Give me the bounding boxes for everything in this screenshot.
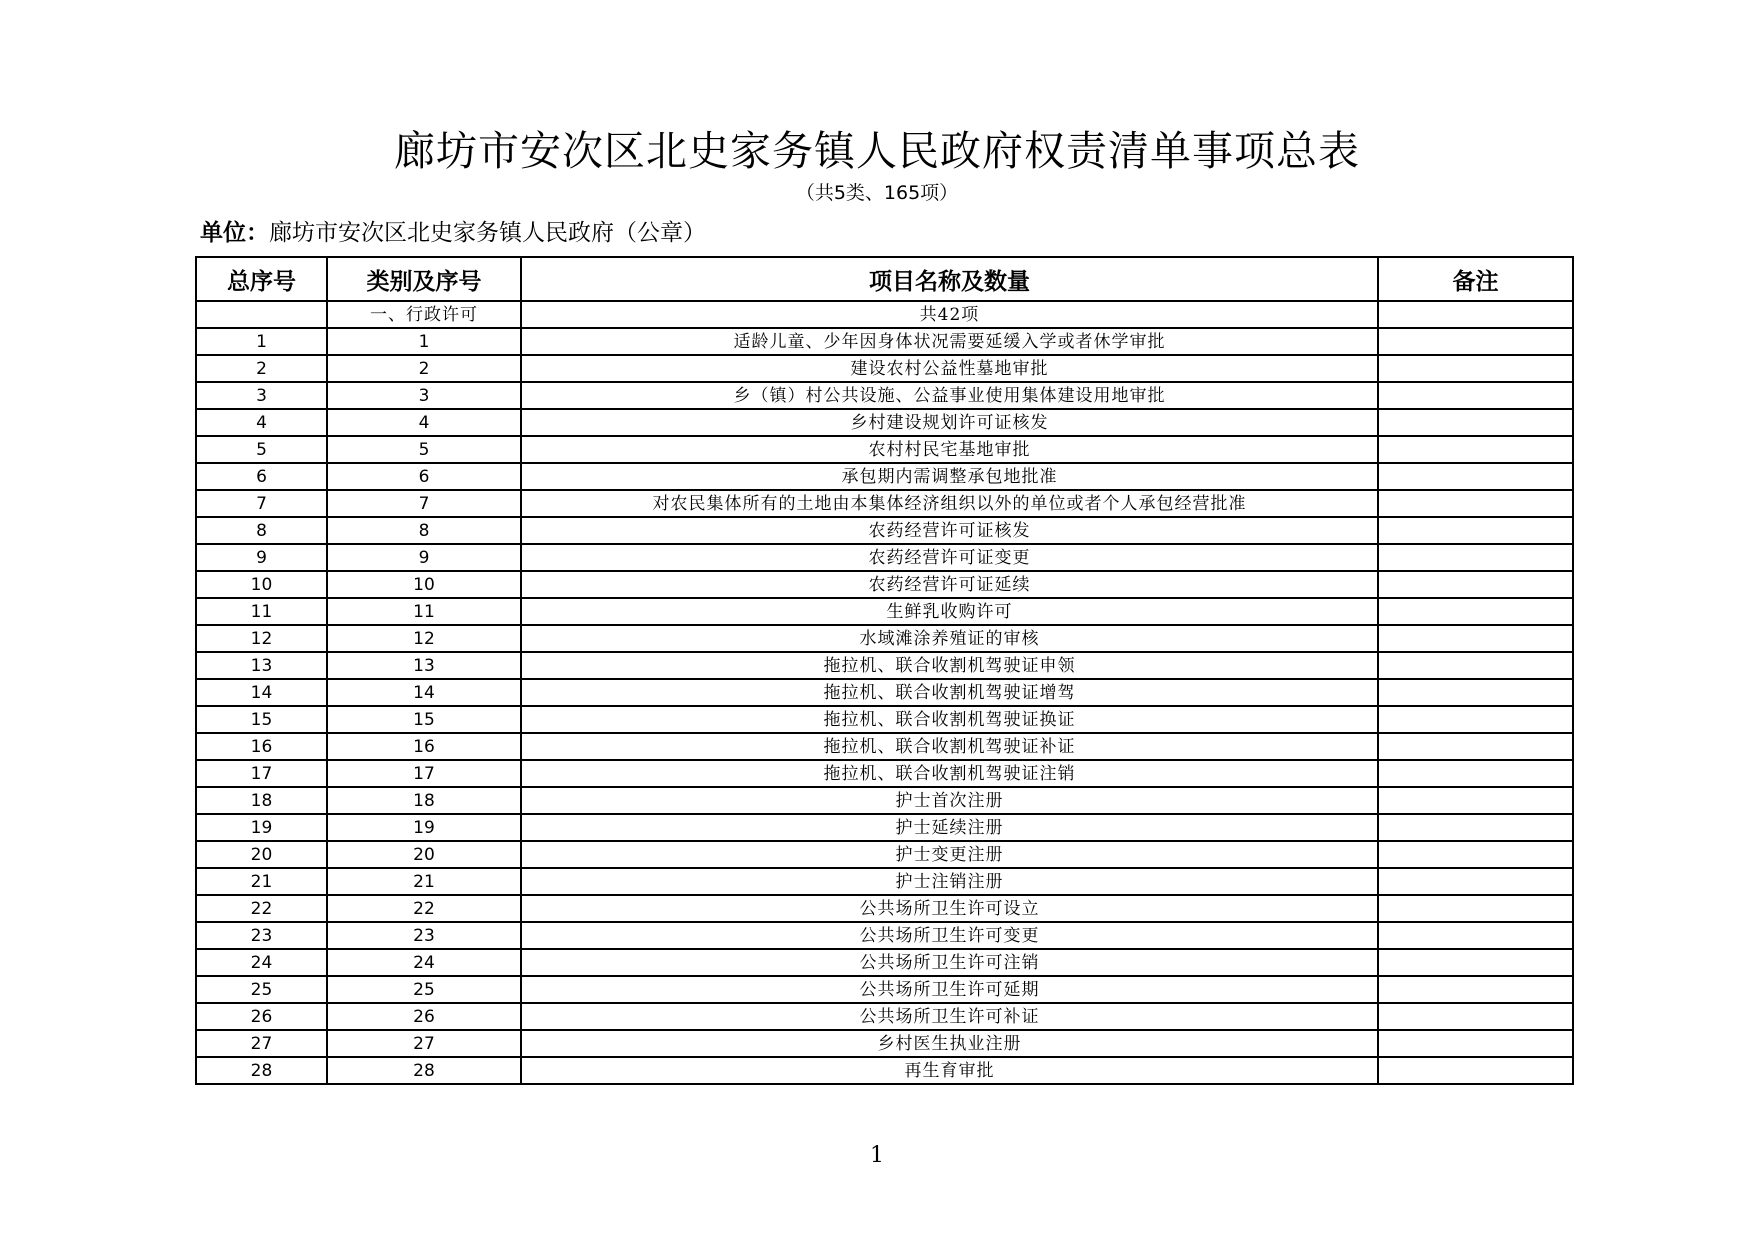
total-index-cell: 8	[196, 517, 327, 544]
remark-cell	[1378, 571, 1573, 598]
remark-cell	[1378, 895, 1573, 922]
category-seq-cell: 22	[327, 895, 521, 922]
item-name-cell: 农村村民宅基地审批	[521, 436, 1378, 463]
total-index-cell: 11	[196, 598, 327, 625]
item-name-cell: 公共场所卫生许可补证	[521, 1003, 1378, 1030]
category-index-cell	[196, 301, 327, 328]
category-remark-cell	[1378, 301, 1573, 328]
item-name-cell: 农药经营许可证延续	[521, 571, 1378, 598]
item-name-cell: 拖拉机、联合收割机驾驶证补证	[521, 733, 1378, 760]
item-name-cell: 拖拉机、联合收割机驾驶证申领	[521, 652, 1378, 679]
item-name-cell: 农药经营许可证核发	[521, 517, 1378, 544]
item-name-cell: 乡村建设规划许可证核发	[521, 409, 1378, 436]
table-row	[196, 1030, 1573, 1057]
category-label-cell: 一、行政许可	[327, 301, 521, 328]
remark-cell	[1378, 1030, 1573, 1057]
table-row	[196, 490, 1573, 517]
total-index-cell: 6	[196, 463, 327, 490]
table-row	[196, 598, 1573, 625]
remark-cell	[1378, 976, 1573, 1003]
item-name-cell: 再生育审批	[521, 1057, 1378, 1084]
remark-cell	[1378, 382, 1573, 409]
table-row	[196, 787, 1573, 814]
table-row	[196, 652, 1573, 679]
remark-cell	[1378, 409, 1573, 436]
item-name-cell: 乡村医生执业注册	[521, 1030, 1378, 1057]
category-seq-cell: 3	[327, 382, 521, 409]
document-subtitle: （共5类、165项）	[795, 182, 959, 204]
item-name-cell: 护士首次注册	[521, 787, 1378, 814]
category-row	[196, 301, 1573, 328]
table-row	[196, 868, 1573, 895]
table-row	[196, 760, 1573, 787]
total-index-cell: 28	[196, 1057, 327, 1084]
table-row	[196, 841, 1573, 868]
total-index-cell: 7	[196, 490, 327, 517]
total-index-cell: 5	[196, 436, 327, 463]
unit-label: 单位：	[200, 220, 269, 246]
table-row	[196, 328, 1573, 355]
category-seq-cell: 27	[327, 1030, 521, 1057]
table-row	[196, 1057, 1573, 1084]
table-row	[196, 922, 1573, 949]
remark-cell	[1378, 841, 1573, 868]
item-name-cell: 公共场所卫生许可变更	[521, 922, 1378, 949]
category-seq-cell: 10	[327, 571, 521, 598]
item-name-cell: 拖拉机、联合收割机驾驶证注销	[521, 760, 1378, 787]
header-item-name: 项目名称及数量	[521, 257, 1378, 301]
category-seq-cell: 11	[327, 598, 521, 625]
category-seq-cell: 9	[327, 544, 521, 571]
remark-cell	[1378, 1057, 1573, 1084]
page-number: 1	[870, 1143, 884, 1168]
category-seq-cell: 20	[327, 841, 521, 868]
category-seq-cell: 23	[327, 922, 521, 949]
total-index-cell: 25	[196, 976, 327, 1003]
category-seq-cell: 16	[327, 733, 521, 760]
category-seq-cell: 1	[327, 328, 521, 355]
category-seq-cell: 12	[327, 625, 521, 652]
table-row	[196, 1003, 1573, 1030]
remark-cell	[1378, 787, 1573, 814]
remark-cell	[1378, 679, 1573, 706]
category-seq-cell: 6	[327, 463, 521, 490]
table-row	[196, 436, 1573, 463]
remark-cell	[1378, 463, 1573, 490]
item-name-cell: 拖拉机、联合收割机驾驶证换证	[521, 706, 1378, 733]
remark-cell	[1378, 355, 1573, 382]
remark-cell	[1378, 868, 1573, 895]
table-row	[196, 679, 1573, 706]
item-name-cell: 护士变更注册	[521, 841, 1378, 868]
remark-cell	[1378, 490, 1573, 517]
header-total-index: 总序号	[196, 257, 327, 301]
remark-cell	[1378, 760, 1573, 787]
total-index-cell: 10	[196, 571, 327, 598]
total-index-cell: 19	[196, 814, 327, 841]
remark-cell	[1378, 544, 1573, 571]
total-index-cell: 15	[196, 706, 327, 733]
remark-cell	[1378, 814, 1573, 841]
item-name-cell: 对农民集体所有的土地由本集体经济组织以外的单位或者个人承包经营批准	[521, 490, 1378, 517]
remark-cell	[1378, 733, 1573, 760]
item-name-cell: 拖拉机、联合收割机驾驶证增驾	[521, 679, 1378, 706]
category-seq-cell: 13	[327, 652, 521, 679]
total-index-cell: 20	[196, 841, 327, 868]
remark-cell	[1378, 328, 1573, 355]
item-name-cell: 农药经营许可证变更	[521, 544, 1378, 571]
table-body	[196, 301, 1573, 1084]
remark-cell	[1378, 625, 1573, 652]
document-title: 廊坊市安次区北史家务镇人民政府权责清单事项总表	[394, 127, 1360, 175]
total-index-cell: 21	[196, 868, 327, 895]
table-row	[196, 814, 1573, 841]
category-seq-cell: 24	[327, 949, 521, 976]
table-row	[196, 517, 1573, 544]
table-row	[196, 571, 1573, 598]
header-remark: 备注	[1378, 257, 1573, 301]
category-seq-cell: 7	[327, 490, 521, 517]
responsibility-table	[195, 256, 1574, 1085]
total-index-cell: 16	[196, 733, 327, 760]
remark-cell	[1378, 922, 1573, 949]
table-row	[196, 355, 1573, 382]
item-name-cell: 水域滩涂养殖证的审核	[521, 625, 1378, 652]
category-seq-cell: 19	[327, 814, 521, 841]
category-seq-cell: 14	[327, 679, 521, 706]
item-name-cell: 公共场所卫生许可设立	[521, 895, 1378, 922]
total-index-cell: 22	[196, 895, 327, 922]
total-index-cell: 23	[196, 922, 327, 949]
item-name-cell: 护士注销注册	[521, 868, 1378, 895]
category-seq-cell: 2	[327, 355, 521, 382]
table-row	[196, 706, 1573, 733]
header-category-index: 类别及序号	[327, 257, 521, 301]
total-index-cell: 9	[196, 544, 327, 571]
total-index-cell: 3	[196, 382, 327, 409]
remark-cell	[1378, 598, 1573, 625]
item-name-cell: 适龄儿童、少年因身体状况需要延缓入学或者休学审批	[521, 328, 1378, 355]
table-row	[196, 544, 1573, 571]
category-count-cell: 共42项	[521, 301, 1378, 328]
item-name-cell: 承包期内需调整承包地批准	[521, 463, 1378, 490]
category-seq-cell: 26	[327, 1003, 521, 1030]
table-row	[196, 895, 1573, 922]
table-row	[196, 733, 1573, 760]
total-index-cell: 2	[196, 355, 327, 382]
remark-cell	[1378, 517, 1573, 544]
table-row	[196, 382, 1573, 409]
table-row	[196, 625, 1573, 652]
remark-cell	[1378, 1003, 1573, 1030]
total-index-cell: 27	[196, 1030, 327, 1057]
table-row	[196, 949, 1573, 976]
total-index-cell: 24	[196, 949, 327, 976]
table-row	[196, 463, 1573, 490]
category-seq-cell: 25	[327, 976, 521, 1003]
item-name-cell: 公共场所卫生许可延期	[521, 976, 1378, 1003]
total-index-cell: 14	[196, 679, 327, 706]
remark-cell	[1378, 706, 1573, 733]
unit-value: 廊坊市安次区北史家务镇人民政府（公章）	[269, 220, 706, 246]
category-seq-cell: 17	[327, 760, 521, 787]
category-seq-cell: 18	[327, 787, 521, 814]
total-index-cell: 26	[196, 1003, 327, 1030]
category-seq-cell: 15	[327, 706, 521, 733]
item-name-cell: 公共场所卫生许可注销	[521, 949, 1378, 976]
total-index-cell: 17	[196, 760, 327, 787]
category-seq-cell: 4	[327, 409, 521, 436]
total-index-cell: 4	[196, 409, 327, 436]
table-row	[196, 976, 1573, 1003]
remark-cell	[1378, 652, 1573, 679]
total-index-cell: 12	[196, 625, 327, 652]
category-seq-cell: 21	[327, 868, 521, 895]
category-seq-cell: 28	[327, 1057, 521, 1084]
total-index-cell: 1	[196, 328, 327, 355]
remark-cell	[1378, 436, 1573, 463]
item-name-cell: 护士延续注册	[521, 814, 1378, 841]
table-header-row	[196, 257, 1573, 301]
item-name-cell: 乡（镇）村公共设施、公益事业使用集体建设用地审批	[521, 382, 1378, 409]
total-index-cell: 18	[196, 787, 327, 814]
category-seq-cell: 8	[327, 517, 521, 544]
unit-line	[200, 217, 706, 249]
item-name-cell: 建设农村公益性墓地审批	[521, 355, 1378, 382]
total-index-cell: 13	[196, 652, 327, 679]
remark-cell	[1378, 949, 1573, 976]
category-seq-cell: 5	[327, 436, 521, 463]
item-name-cell: 生鲜乳收购许可	[521, 598, 1378, 625]
table-row	[196, 409, 1573, 436]
